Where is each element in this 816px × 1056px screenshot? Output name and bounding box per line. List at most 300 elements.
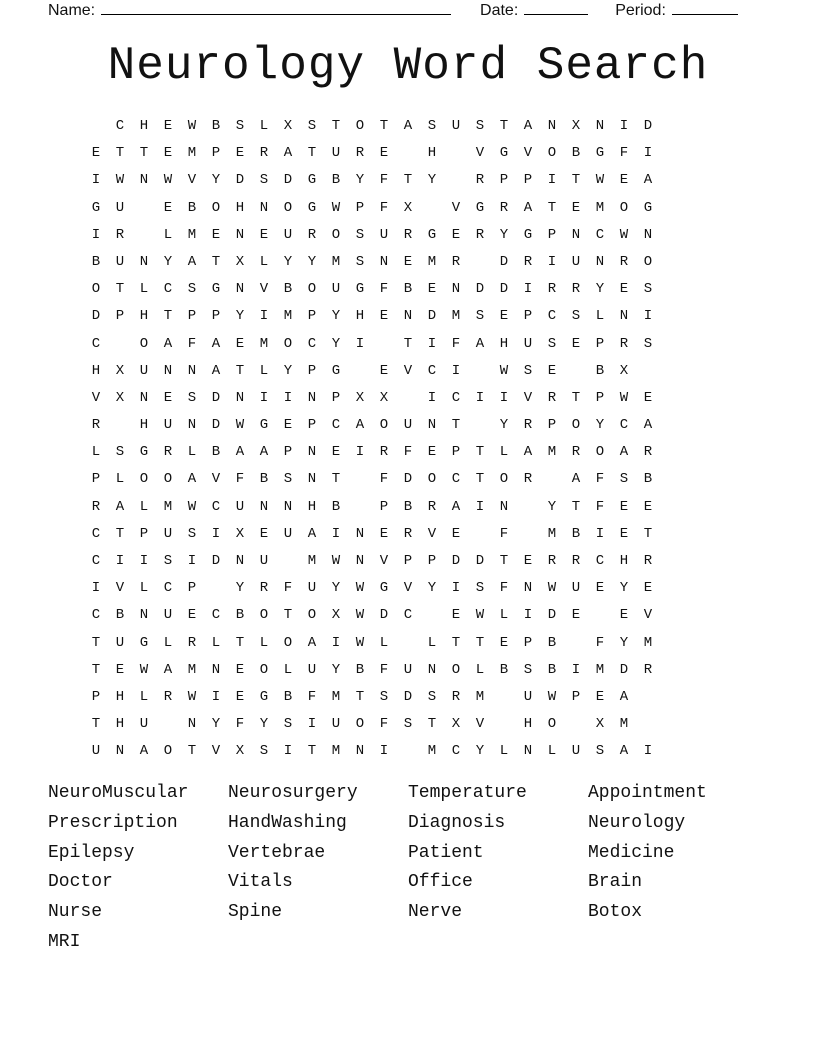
grid-cell: S [523,661,533,678]
grid-row [84,279,732,306]
grid-cell: S [403,716,413,733]
grid-row [84,605,732,632]
grid-cell: N [571,226,581,243]
grid-cell: F [451,335,461,352]
grid-cell: B [235,607,245,624]
grid-cell: W [355,607,365,624]
grid-cell: Y [331,308,341,325]
grid-cell: U [163,525,173,542]
grid-cell: I [331,634,341,651]
grid-cell: R [451,688,461,705]
grid-cell: E [499,308,509,325]
grid-cell: P [139,525,149,542]
grid-cell [468,524,492,551]
grid-cell [204,578,228,605]
grid-cell: L [427,634,437,651]
grid-cell: T [283,607,293,624]
grid-cell: R [259,145,269,162]
grid-cell: N [187,417,197,434]
grid-cell: M [331,688,341,705]
grid-cell: F [187,335,197,352]
grid-cell: H [139,417,149,434]
grid-cell: R [499,199,509,216]
grid-cell: M [163,498,173,515]
grid-cell: W [187,688,197,705]
grid-row [84,170,732,197]
grid-cell: N [235,553,245,569]
grid-cell: S [379,688,389,705]
grid-cell: A [643,172,653,189]
grid-cell: O [595,444,605,461]
grid-cell: G [499,145,509,162]
grid-cell: S [475,118,485,134]
grid-cell: A [475,335,485,352]
grid-cell: V [523,389,533,406]
grid-row [84,660,732,687]
grid-cell: R [523,417,533,434]
grid-cell: T [499,118,509,134]
grid-cell: O [355,716,365,733]
grid-cell: H [355,308,365,325]
grid-cell: H [523,716,533,733]
grid-row [84,198,732,225]
grid-cell: C [427,362,437,379]
grid-cell: U [571,743,581,760]
grid-cell: U [331,716,341,733]
grid-cell: M [547,444,557,461]
grid-cell: I [595,525,605,542]
grid-cell: V [403,362,413,379]
grid-cell: W [595,172,605,189]
grid-cell: L [499,607,509,624]
grid-cell: I [379,743,389,760]
grid-cell: G [211,281,221,298]
grid-cell: X [235,525,245,542]
grid-cell: G [427,226,437,243]
grid-cell: W [619,389,629,406]
word-list-item: Neurology [588,812,686,833]
grid-cell: Y [259,716,269,733]
grid-cell: S [427,688,437,705]
grid-cell: H [139,308,149,325]
grid-cell: N [403,308,413,325]
word-list-item: NeuroMuscular [48,783,189,803]
grid-cell: T [139,145,149,162]
grid-cell: U [307,661,317,678]
grid-cell: Y [619,580,629,597]
grid-cell: P [211,145,221,162]
grid-cell: L [139,281,149,298]
grid-cell: W [547,580,557,597]
grid-cell: C [595,226,605,243]
grid-cell: I [91,580,101,597]
grid-cell: D [211,389,221,406]
grid-cell: V [403,580,413,597]
grid-cell [516,524,540,551]
grid-cell: X [235,253,245,270]
grid-cell: P [571,688,581,705]
grid-cell: U [115,253,125,270]
grid-cell: Y [499,226,509,243]
grid-cell: G [307,199,317,216]
grid-cell: N [211,661,221,678]
grid-cell: U [571,253,581,270]
grid-cell: D [475,281,485,298]
grid-cell: A [307,634,317,651]
grid-row [84,633,732,660]
grid-cell: M [307,553,317,569]
grid-cell [276,551,300,578]
grid-cell: R [571,444,581,461]
grid-cell [348,361,372,388]
grid-cell: B [355,661,365,678]
grid-cell: L [211,634,221,651]
grid-cell: B [403,498,413,515]
grid-cell: N [235,389,245,406]
grid-cell: B [403,281,413,298]
grid-cell: I [523,281,533,298]
word-list-item: Patient [408,842,484,863]
grid-cell: A [643,417,653,434]
grid-cell: O [379,417,389,434]
grid-cell: C [403,607,413,624]
grid-cell: E [643,498,653,515]
grid-cell: F [235,471,245,488]
word-list-item: Medicine [588,842,675,863]
grid-cell: Y [211,716,221,733]
grid-cell [132,198,156,225]
grid-cell: E [571,199,581,216]
grid-cell: A [187,253,197,270]
grid-cell: I [283,743,293,760]
grid-cell: X [331,607,341,624]
grid-cell: A [307,525,317,542]
grid-cell: C [451,471,461,488]
grid-cell: Y [475,743,485,760]
grid-cell: A [619,444,629,461]
grid-cell: G [307,172,317,189]
grid-cell: I [355,444,365,461]
grid-cell: W [139,661,149,678]
grid-cell: V [523,145,533,162]
grid-cell [588,605,612,632]
grid-cell: U [115,634,125,651]
grid-cell: B [187,199,197,216]
grid-cell: E [91,145,101,162]
grid-cell: B [571,525,581,542]
grid-cell: E [163,199,173,216]
grid-cell: C [91,553,101,569]
grid-row [84,714,732,741]
grid-cell: M [259,335,269,352]
grid-cell: X [595,716,605,733]
grid-cell: D [379,607,389,624]
grid-cell: O [283,335,293,352]
grid-cell [396,741,420,768]
grid-cell: U [283,525,293,542]
grid-cell: Y [235,580,245,597]
grid-cell [420,198,444,225]
period-blank[interactable] [672,0,738,15]
grid-cell: T [115,525,125,542]
grid-cell: P [307,417,317,434]
grid-cell: T [211,253,221,270]
grid-cell [396,633,420,660]
grid-cell: X [619,362,629,379]
grid-row [84,252,732,279]
grid-cell: N [139,607,149,624]
grid-cell: R [643,444,653,461]
grid-cell: O [307,607,317,624]
grid-cell: L [139,580,149,597]
grid-cell: L [547,743,557,760]
grid-cell: O [283,199,293,216]
grid-cell: T [403,172,413,189]
grid-cell: E [379,525,389,542]
grid-cell: I [259,389,269,406]
grid-cell: E [235,661,245,678]
grid-cell: M [595,199,605,216]
grid-cell: F [379,471,389,488]
grid-cell: P [523,308,533,325]
grid-cell: O [307,281,317,298]
grid-cell: N [235,281,245,298]
grid-cell: T [115,281,125,298]
word-list-item: Botox [588,902,643,923]
grid-cell: N [619,308,629,325]
grid-cell: C [451,743,461,760]
grid-cell: V [91,389,101,406]
grid-cell: A [259,444,269,461]
grid-cell: H [619,553,629,569]
grid-cell: U [307,580,317,597]
grid-cell [444,170,468,197]
grid-cell: V [451,199,461,216]
grid-cell: M [595,661,605,678]
grid-cell: N [115,743,125,760]
grid-cell: G [523,226,533,243]
grid-cell: H [499,335,509,352]
grid-cell: F [619,145,629,162]
grid-cell: B [211,118,221,134]
grid-cell: H [91,362,101,379]
grid-cell: O [331,226,341,243]
grid-cell: I [499,389,509,406]
grid-cell [132,225,156,252]
grid-cell: I [643,145,653,162]
grid-cell: E [547,362,557,379]
grid-cell: R [475,172,485,189]
grid-cell: N [163,362,173,379]
grid-cell: O [139,335,149,352]
grid-cell: R [307,226,317,243]
grid-cell: U [331,145,341,162]
grid-row [84,361,732,388]
grid-cell: E [595,688,605,705]
grid-cell: P [307,308,317,325]
grid-cell: U [379,226,389,243]
grid-cell: G [595,145,605,162]
grid-cell: B [547,634,557,651]
grid-cell: S [571,308,581,325]
grid-cell: B [115,607,125,624]
grid-cell: U [283,226,293,243]
grid-cell: C [91,335,101,352]
grid-cell: M [331,253,341,270]
grid-cell: C [211,498,221,515]
grid-cell: F [595,498,605,515]
grid-cell: G [355,281,365,298]
grid-cell: P [91,471,101,488]
grid-cell: U [139,716,149,733]
grid-cell: E [619,525,629,542]
word-list-item: Temperature [408,783,527,803]
grid-cell: Y [595,417,605,434]
grid-cell: P [547,417,557,434]
grid-cell: N [499,498,509,515]
grid-cell: Y [619,634,629,651]
grid-cell: S [619,471,629,488]
grid-cell: U [403,417,413,434]
grid-cell: V [643,607,653,624]
grid-cell: S [163,553,173,569]
grid-cell [468,361,492,388]
grid-cell: A [283,145,293,162]
grid-cell: C [91,607,101,624]
grid-cell: R [163,444,173,461]
grid-cell [564,714,588,741]
grid-cell: N [427,661,437,678]
grid-cell: W [475,607,485,624]
name-blank[interactable] [101,0,451,15]
grid-cell: L [139,688,149,705]
grid-cell: W [619,226,629,243]
grid-cell: D [211,553,221,569]
grid-cell: I [115,553,125,569]
grid-cell: U [451,118,461,134]
grid-cell: P [115,308,125,325]
grid-cell: B [91,253,101,270]
grid-cell [636,361,660,388]
grid-cell: S [643,335,653,352]
grid-cell: C [451,389,461,406]
grid-cell: T [379,118,389,134]
grid-cell: X [571,118,581,134]
grid-cell: N [595,253,605,270]
grid-cell: G [91,199,101,216]
grid-cell: N [355,743,365,760]
grid-cell: E [283,417,293,434]
grid-cell: S [355,253,365,270]
grid-row [84,578,732,605]
grid-cell: E [571,607,581,624]
grid-cell: S [475,580,485,597]
grid-cell: O [355,118,365,134]
grid-row [84,469,732,496]
grid-cell: L [163,226,173,243]
grid-cell: T [451,417,461,434]
grid-cell: H [427,145,437,162]
grid-cell: I [475,389,485,406]
grid-cell: F [379,716,389,733]
grid-cell: I [283,389,293,406]
grid-cell: W [355,634,365,651]
grid-cell: E [571,335,581,352]
grid-cell: E [115,661,125,678]
grid-cell: D [619,661,629,678]
grid-cell [564,361,588,388]
grid-cell: A [523,199,533,216]
grid-cell: N [523,580,533,597]
grid-cell: L [259,362,269,379]
grid-cell: M [475,688,485,705]
grid-cell: R [475,226,485,243]
grid-cell: E [619,281,629,298]
word-list [48,781,768,960]
grid-cell: B [331,172,341,189]
grid-cell: N [427,417,437,434]
date-blank[interactable] [524,0,588,15]
grid-cell: G [331,362,341,379]
word-list-item: Doctor [48,872,113,893]
grid-cell: R [547,553,557,569]
grid-cell: I [523,607,533,624]
grid-cell: T [355,688,365,705]
grid-cell: T [403,335,413,352]
grid-cell [348,469,372,496]
grid-cell: I [427,389,437,406]
grid-cell: L [163,634,173,651]
grid-cell: X [379,389,389,406]
grid-row [84,225,732,252]
grid-cell: I [643,743,653,760]
grid-cell: C [91,525,101,542]
grid-cell: D [283,172,293,189]
grid-cell: O [163,471,173,488]
grid-cell: E [427,444,437,461]
period-label: Period: [615,2,666,19]
grid-cell: P [91,688,101,705]
grid-cell: P [403,553,413,569]
grid-cell: V [187,172,197,189]
word-list-item: Vitals [228,872,293,893]
grid-cell [636,687,660,714]
grid-cell: P [307,362,317,379]
grid-cell: I [211,688,221,705]
grid-cell: N [235,226,245,243]
grid-cell: P [499,172,509,189]
grid-cell: X [451,716,461,733]
grid-cell: E [211,226,221,243]
grid-cell: N [307,471,317,488]
grid-cell: A [523,444,533,461]
word-list-item: Spine [228,902,283,923]
grid-cell: T [307,743,317,760]
grid-cell: R [379,444,389,461]
grid-cell: A [163,661,173,678]
grid-cell: L [595,308,605,325]
grid-cell: N [139,389,149,406]
grid-cell: T [91,661,101,678]
word-list-item: HandWashing [228,812,347,833]
grid-cell: T [331,471,341,488]
grid-cell: D [403,471,413,488]
grid-cell: E [163,145,173,162]
grid-cell: W [187,118,197,134]
letter-grid [84,116,732,769]
grid-cell: L [259,253,269,270]
grid-cell [492,687,516,714]
